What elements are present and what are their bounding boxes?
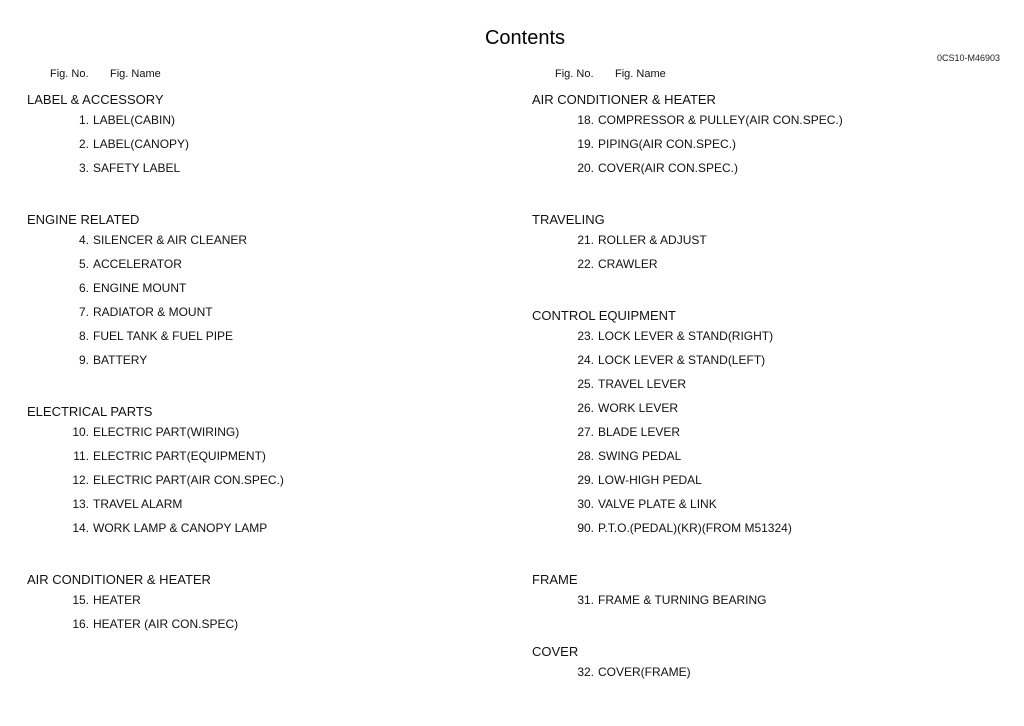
fig-number: 18. <box>577 113 594 127</box>
section <box>27 92 507 204</box>
fig-number: 29. <box>577 473 594 487</box>
fig-name: CRAWLER <box>598 257 658 271</box>
page-title: Contents <box>484 27 566 49</box>
fig-number: 10. <box>72 425 89 439</box>
fig-number: 28. <box>577 449 594 463</box>
section-title: AIR CONDITIONER & HEATER <box>27 572 211 587</box>
fig-name: TRAVEL ALARM <box>93 497 183 511</box>
fig-name: ELECTRIC PART(WIRING) <box>93 425 240 439</box>
fig-name: LOCK LEVER & STAND(LEFT) <box>598 353 766 367</box>
fig-number: 20. <box>577 161 594 175</box>
contents-entry[interactable] <box>532 348 1012 372</box>
fig-number: 6. <box>78 281 89 295</box>
fig-number: 12. <box>72 473 89 487</box>
fig-name: FUEL TANK & FUEL PIPE <box>93 329 234 343</box>
section-title: COVER <box>532 644 579 659</box>
section <box>532 308 1012 564</box>
contents-entry[interactable] <box>532 444 1012 468</box>
contents-entry[interactable] <box>532 420 1012 444</box>
fig-no-header: Fig. No. <box>50 68 89 80</box>
fig-name: ACCELERATOR <box>93 257 182 271</box>
section <box>532 572 1012 636</box>
contents-column-left <box>27 68 507 636</box>
section <box>27 404 507 564</box>
fig-number: 30. <box>577 497 594 511</box>
section-title: ENGINE RELATED <box>27 212 140 227</box>
contents-entry[interactable] <box>27 276 507 300</box>
fig-name: LABEL(CANOPY) <box>93 137 190 151</box>
fig-number: 31. <box>577 593 594 607</box>
fig-number: 4. <box>78 233 89 247</box>
fig-name-header: Fig. Name <box>615 68 666 80</box>
section-title: CONTROL EQUIPMENT <box>532 308 676 323</box>
section-title: LABEL & ACCESSORY <box>27 92 164 107</box>
fig-number: 13. <box>72 497 89 511</box>
fig-number: 24. <box>577 353 594 367</box>
contents-entry[interactable] <box>532 660 1012 684</box>
fig-name: HEATER <box>93 593 141 607</box>
contents-entry[interactable] <box>532 468 1012 492</box>
fig-number: 26. <box>577 401 594 415</box>
fig-name: WORK LEVER <box>598 401 679 415</box>
contents-entry[interactable] <box>27 588 507 612</box>
fig-name: BATTERY <box>93 353 148 367</box>
contents-entry[interactable] <box>532 588 1012 612</box>
contents-entry[interactable] <box>532 396 1012 420</box>
fig-name: SILENCER & AIR CLEANER <box>93 233 248 247</box>
fig-name-header: Fig. Name <box>110 68 161 80</box>
contents-entry[interactable] <box>532 108 1012 132</box>
section <box>27 572 507 636</box>
contents-entry[interactable] <box>27 348 507 372</box>
fig-number: 9. <box>78 353 89 367</box>
contents-entry[interactable] <box>27 468 507 492</box>
section <box>532 212 1012 300</box>
fig-name: SWING PEDAL <box>598 449 682 463</box>
contents-entry[interactable] <box>27 228 507 252</box>
fig-name: ROLLER & ADJUST <box>598 233 707 247</box>
section <box>532 644 1012 684</box>
section <box>27 212 507 396</box>
fig-number: 23. <box>577 329 594 343</box>
contents-entry[interactable] <box>532 132 1012 156</box>
contents-entry[interactable] <box>27 444 507 468</box>
fig-name: LOCK LEVER & STAND(RIGHT) <box>598 329 774 343</box>
fig-number: 1. <box>78 113 89 127</box>
contents-entry[interactable] <box>27 516 507 540</box>
contents-entry[interactable] <box>27 612 507 636</box>
contents-entry[interactable] <box>27 300 507 324</box>
contents-entry[interactable] <box>27 108 507 132</box>
fig-name: COVER(AIR CON.SPEC.) <box>598 161 739 175</box>
fig-name: BLADE LEVER <box>598 425 681 439</box>
contents-entry[interactable] <box>27 156 507 180</box>
fig-number: 3. <box>78 161 89 175</box>
fig-number: 32. <box>577 665 594 679</box>
fig-name: PIPING(AIR CON.SPEC.) <box>598 137 737 151</box>
fig-name: COMPRESSOR & PULLEY(AIR CON.SPEC.) <box>598 113 843 127</box>
fig-number: 11. <box>73 449 89 463</box>
contents-entry[interactable] <box>27 420 507 444</box>
fig-number: 25. <box>577 377 594 391</box>
contents-entry[interactable] <box>27 324 507 348</box>
fig-number: 7. <box>78 305 89 319</box>
fig-number: 15. <box>72 593 89 607</box>
contents-entry[interactable] <box>532 228 1012 252</box>
column-header <box>27 68 507 84</box>
fig-name: ENGINE MOUNT <box>93 281 187 295</box>
contents-entry[interactable] <box>532 156 1012 180</box>
fig-name: LABEL(CABIN) <box>93 113 176 127</box>
fig-name: P.T.O.(PEDAL)(KR)(FROM M51324) <box>598 521 792 535</box>
fig-number: 22. <box>577 257 594 271</box>
fig-number: 19. <box>577 137 594 151</box>
fig-number: 16. <box>72 617 89 631</box>
contents-entry[interactable] <box>532 372 1012 396</box>
fig-name: ELECTRIC PART(EQUIPMENT) <box>93 449 266 463</box>
section-title: FRAME <box>532 572 578 587</box>
section-title: ELECTRICAL PARTS <box>27 404 153 419</box>
fig-name: ELECTRIC PART(AIR CON.SPEC.) <box>93 473 284 487</box>
fig-number: 8. <box>78 329 89 343</box>
fig-number: 5. <box>78 257 89 271</box>
fig-number: 21. <box>577 233 594 247</box>
fig-name: VALVE PLATE & LINK <box>598 497 717 511</box>
fig-number: 90. <box>577 521 594 535</box>
column-header <box>532 68 1012 84</box>
fig-name: FRAME & TURNING BEARING <box>598 593 767 607</box>
fig-no-header: Fig. No. <box>555 68 594 80</box>
section-title: TRAVELING <box>532 212 605 227</box>
fig-name: WORK LAMP & CANOPY LAMP <box>93 521 268 535</box>
fig-number: 27. <box>577 425 594 439</box>
document-code: 0CS10-M46903 <box>936 53 1000 63</box>
contents-entry[interactable] <box>532 516 1012 540</box>
fig-number: 14. <box>72 521 89 535</box>
fig-name: SAFETY LABEL <box>93 161 181 175</box>
fig-name: TRAVEL LEVER <box>598 377 687 391</box>
contents-column-right <box>532 68 1012 684</box>
contents-entry[interactable] <box>532 252 1012 276</box>
fig-name: COVER(FRAME) <box>598 665 691 679</box>
contents-entry[interactable] <box>27 492 507 516</box>
contents-entry[interactable] <box>532 324 1012 348</box>
section-title: AIR CONDITIONER & HEATER <box>532 92 716 107</box>
fig-number: 2. <box>78 137 89 151</box>
fig-name: RADIATOR & MOUNT <box>93 305 213 319</box>
contents-entry[interactable] <box>532 492 1012 516</box>
contents-entry[interactable] <box>27 132 507 156</box>
fig-name: HEATER (AIR CON.SPEC) <box>93 617 239 631</box>
section <box>532 92 1012 204</box>
contents-entry[interactable] <box>27 252 507 276</box>
fig-name: LOW-HIGH PEDAL <box>598 473 702 487</box>
